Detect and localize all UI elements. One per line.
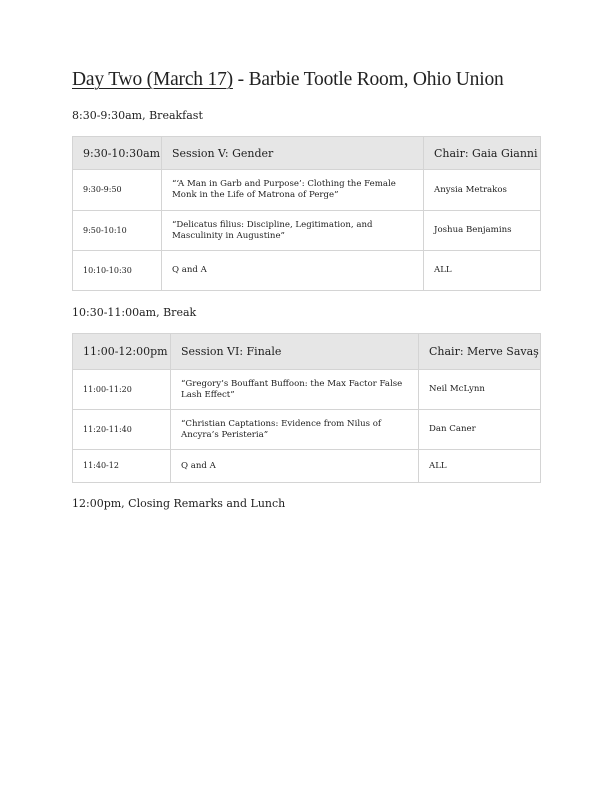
session-title: Session V: Gender — [162, 137, 424, 170]
row-speaker: ALL — [424, 251, 541, 291]
row-speaker: Neil McLynn — [419, 370, 541, 410]
row-speaker: Joshua Benjamins — [424, 211, 541, 251]
row-speaker: Anysia Metrakos — [424, 170, 541, 211]
row-title — [162, 170, 424, 211]
paper-title: “Delicatus filius: Discipline, Legitimation, and Masculinity in Augustine” — [172, 219, 373, 241]
title-separator: - — [232, 69, 249, 90]
row-speaker: ALL — [419, 450, 541, 483]
row-time: 11:20-11:40 — [73, 410, 171, 450]
row-title — [171, 410, 419, 450]
row-time: 10:10-10:30 — [73, 251, 162, 291]
session-vi-table — [72, 333, 541, 483]
day-title: Day Two (March 17) — [72, 69, 233, 90]
row-title — [171, 370, 419, 410]
table-row — [73, 170, 541, 211]
page-title — [72, 69, 504, 91]
break-note: 10:30-11:00am, Break — [72, 306, 197, 319]
row-title: Q and A — [171, 450, 419, 483]
row-speaker: Dan Caner — [419, 410, 541, 450]
table-row — [73, 251, 541, 291]
session-v-table — [72, 136, 541, 291]
row-title: Q and A — [162, 251, 424, 291]
table-row — [73, 410, 541, 450]
table-row — [73, 370, 541, 410]
row-time: 9:50-10:10 — [73, 211, 162, 251]
table-header-row — [73, 334, 541, 370]
row-time: 9:30-9:50 — [73, 170, 162, 211]
row-time: 11:40-12 — [73, 450, 171, 483]
session-time: 11:00-12:00pm — [73, 334, 171, 370]
location-title: Barbie Tootle Room, Ohio Union — [248, 69, 504, 90]
row-time: 11:00-11:20 — [73, 370, 171, 410]
table-header-row — [73, 137, 541, 170]
paper-title: “Gregory’s Bouffant Buffoon: the Max Factor False Lash Effect” — [181, 378, 403, 400]
session-chair: Chair: Merve Savaş — [419, 334, 541, 370]
paper-title: “Christian Captations: Evidence from Nilus of Ancyra’s Peristeria” — [181, 418, 382, 440]
paper-title: “‘A Man in Garb and Purpose’: Clothing the Female Monk in the Life of Matrona of Perge” — [172, 179, 396, 200]
session-time: 9:30-10:30am — [73, 137, 162, 170]
breakfast-note: 8:30-9:30am, Breakfast — [72, 109, 203, 122]
row-title — [162, 211, 424, 251]
closing-note: 12:00pm, Closing Remarks and Lunch — [72, 497, 286, 510]
session-chair: Chair: Gaia Gianni — [424, 137, 541, 170]
table-row — [73, 211, 541, 251]
session-title: Session VI: Finale — [171, 334, 419, 370]
table-row — [73, 450, 541, 483]
